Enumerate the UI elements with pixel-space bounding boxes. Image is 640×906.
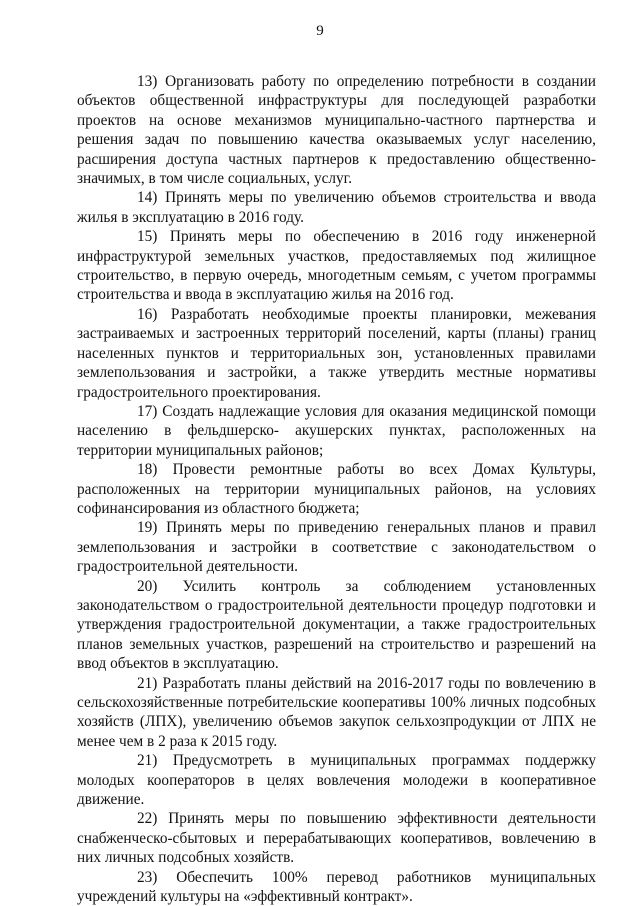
paragraph-item-13: 13) Организовать работу по определению потребности в создании объектов общественной инфраструктуры для последующей разработки проектов на основе механизмов муниципально-частного партнерства и решения задач по повышению качества оказываемых услуг населению, расширения доступа частных партнеров к предоставлению общественно-значимых, в том числе социальных, услуг. bbox=[77, 73, 596, 188]
paragraph-item-23: 23) Обеспечить 100% перевод работников муниципальных учреждений культуры на «эффективный контракт». bbox=[77, 868, 596, 906]
paragraph-item-17: 17) Создать надлежащие условия для оказания медицинской помощи населению в фельдшерско- акушерских пунктах, расположенных на территории муниципальных районов; bbox=[77, 402, 596, 459]
paragraph-item-19: 19) Принять меры по приведению генеральных планов и правил землепользования и застройки в соответствие с законодательством о градостроительной деятельности. bbox=[77, 519, 596, 576]
paragraph-item-21b: 21) Предусмотреть в муниципальных программах поддержку молодых кооператоров в целях вовлечения молодежи в кооперативное движение. bbox=[77, 752, 596, 809]
paragraph-item-16: 16) Разработать необходимые проекты планировки, межевания застраиваемых и застроенных территорий поселений, карты (планы) границ населенных пунктов и территориальных зон, установленных правилами землепользования и застройки, а также утвердить местные нормативы градостроительного проектирования. bbox=[77, 305, 596, 401]
paragraph-item-20: 20) Усилить контроль за соблюдением установленных законодательством о градостроительной деятельности процедур подготовки и утверждения градостроительной документации, а также градостроительных планов земельных участков, разрешений на строительство и разрешений на ввод объектов в эксплуатацию. bbox=[77, 577, 596, 673]
paragraph-item-21a: 21) Разработать планы действий на 2016-2017 годы по вовлечению в сельскохозяйственные потребительские кооперативы 100% личных подсобных хозяйств (ЛПХ), увеличению объемов закупок сельхозпродукции от ЛПХ не менее чем в 2 раза к 2015 году. bbox=[77, 674, 596, 750]
paragraph-item-18: 18) Провести ремонтные работы во всех Домах Культуры, расположенных на территории муниципальных районов, на условиях софинансирования из областного бюджета; bbox=[77, 461, 596, 517]
paragraph-item-14: 14) Принять меры по увеличению объемов строительства и ввода жилья в эксплуатацию в 2016 году. bbox=[77, 189, 596, 226]
page-number: 9 bbox=[316, 23, 324, 39]
document-body bbox=[77, 72, 596, 906]
paragraph-item-15: 15) Принять меры по обеспечению в 2016 году инженерной инфраструктурой земельных участков, предоставляемых под жилищное строительство, в первую очередь, многодетным семьям, с учетом программы строительства и ввода в эксплуатацию жилья на 2016 год. bbox=[77, 228, 596, 304]
paragraph-item-22: 22) Принять меры по повышению эффективности деятельности снабженческо-сбытовых и перерабатывающих кооперативов, вовлечению в них личных подсобных хозяйств. bbox=[77, 810, 596, 867]
